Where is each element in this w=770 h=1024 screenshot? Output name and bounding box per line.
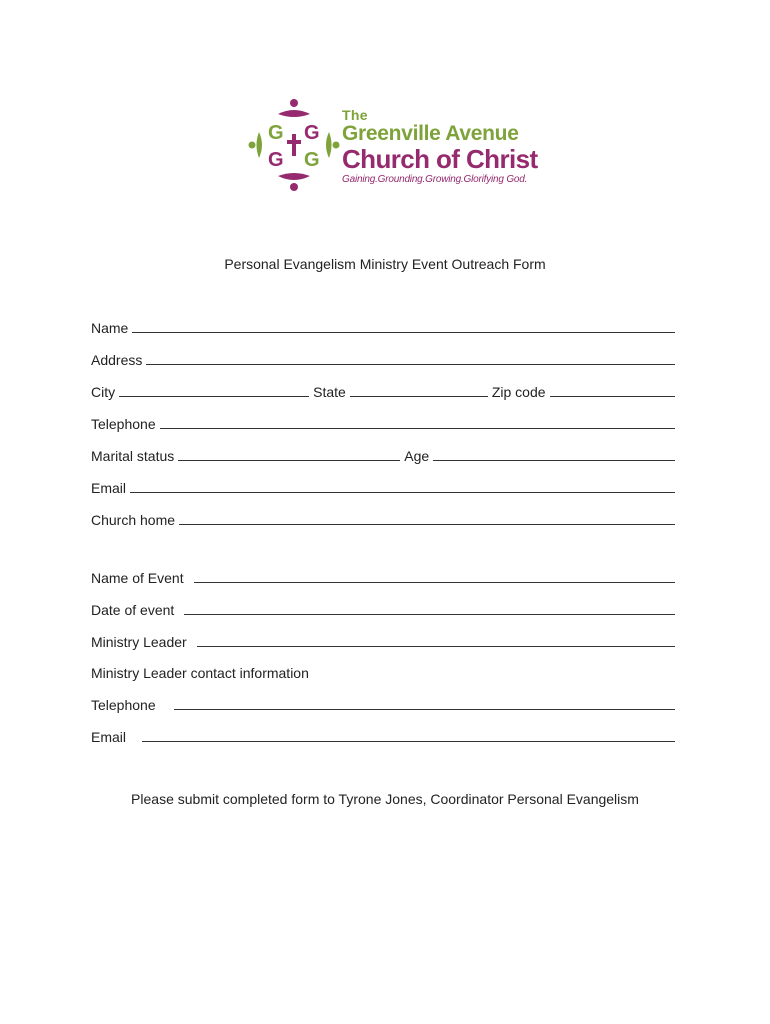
city-label: City [91,384,116,400]
svg-text:G: G [268,122,284,144]
city-state-zip-row [91,382,675,400]
marital-status-input-line[interactable] [178,460,400,461]
event-date-input-line[interactable] [184,614,675,615]
marital-status-age-row [91,446,675,464]
leader-telephone-field-row [91,695,675,713]
age-label: Age [404,448,430,464]
city-input-line[interactable] [119,396,309,397]
age-input-line[interactable] [433,460,675,461]
telephone-label: Telephone [91,416,156,432]
logo-church-name-line1: Greenville Avenue [342,122,519,145]
church-home-input-line[interactable] [179,524,675,525]
logo-church-name-line2: Church of Christ [342,144,538,174]
email-field-row [91,478,675,496]
svg-text:G: G [304,149,320,171]
address-label: Address [91,352,143,368]
leader-telephone-input-line[interactable] [174,709,675,710]
church-home-field-row [91,510,675,528]
address-field-row [91,350,675,368]
form-title: Personal Evangelism Ministry Event Outreach Form [224,256,546,272]
leader-email-input-line[interactable] [142,741,675,742]
event-date-label: Date of event [91,602,175,618]
state-input-line[interactable] [350,396,488,397]
event-name-field-row [91,568,675,586]
ministry-leader-label: Ministry Leader [91,634,187,650]
church-home-label: Church home [91,512,176,528]
church-emblem-icon [248,98,340,192]
leader-contact-heading-row [91,663,675,681]
logo-the: The [342,107,368,123]
church-logo [248,98,558,194]
event-name-label: Name of Event [91,570,184,586]
leader-contact-heading: Ministry Leader contact information [91,665,309,681]
name-field-row [91,318,675,336]
email-input-line[interactable] [130,492,675,493]
name-label: Name [91,320,129,336]
zip-code-input-line[interactable] [550,396,675,397]
telephone-field-row [91,414,675,432]
marital-status-label: Marital status [91,448,175,464]
name-input-line[interactable] [132,332,675,333]
telephone-input-line[interactable] [160,428,675,429]
svg-text:G: G [304,122,320,144]
leader-email-field-row [91,727,675,745]
ministry-leader-field-row [91,632,675,650]
zip-code-label: Zip code [491,384,546,400]
ministry-leader-input-line[interactable] [197,646,675,647]
address-input-line[interactable] [146,364,675,365]
event-name-input-line[interactable] [194,582,675,583]
event-date-field-row [91,600,675,618]
svg-text:G: G [268,149,284,171]
state-label: State [313,384,346,400]
email-label: Email [91,480,127,496]
leader-email-label: Email [91,729,127,745]
logo-tagline: Gaining.Grounding.Growing.Glorifying God. [342,174,528,185]
logo-wordmark [342,108,556,186]
leader-telephone-label: Telephone [91,697,156,713]
submission-instructions: Please submit completed form to Tyrone Jones, Coordinator Personal Evangelism [131,791,639,807]
